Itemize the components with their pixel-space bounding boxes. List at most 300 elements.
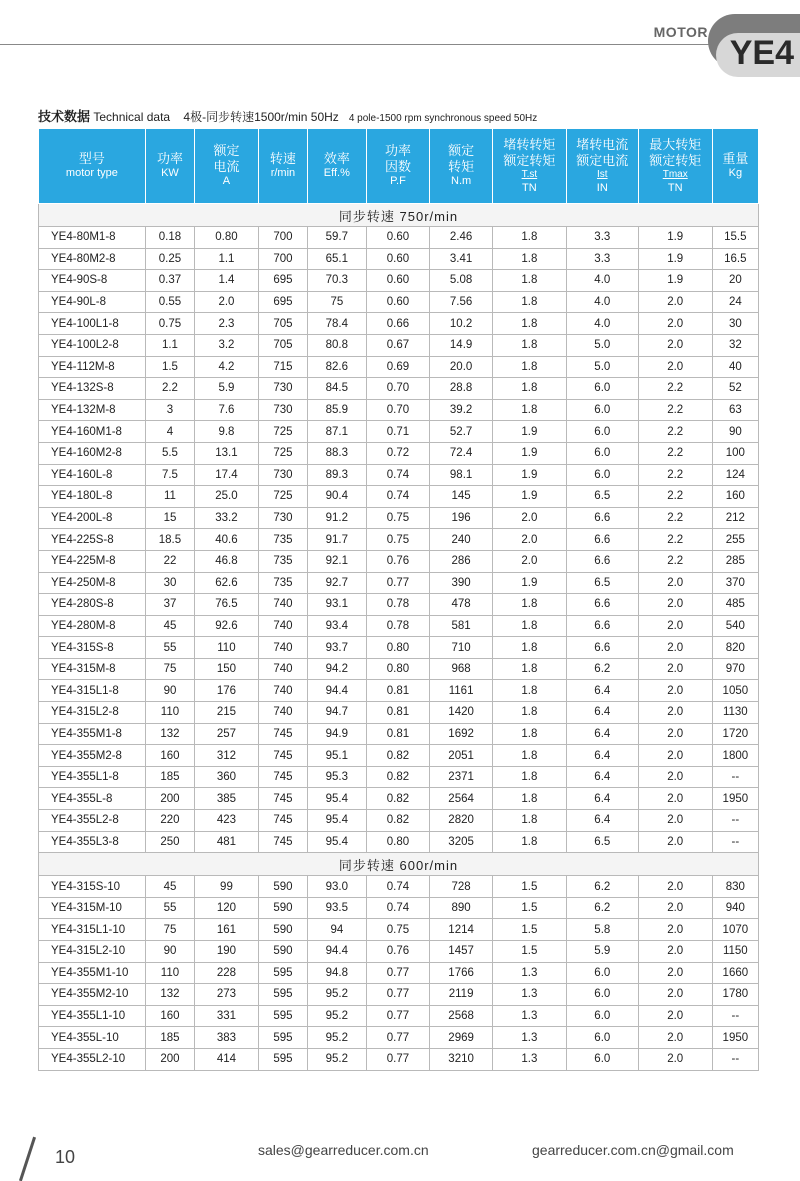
model-cell: YE4-90L-8 <box>39 291 146 313</box>
table-cell: 1.8 <box>492 810 566 832</box>
table-row <box>39 248 759 270</box>
table-cell: 0.77 <box>366 984 430 1006</box>
table-cell: 110 <box>145 702 194 724</box>
table-cell: 95.4 <box>308 831 367 853</box>
table-cell: 6.0 <box>566 1005 638 1027</box>
table-cell: 745 <box>258 788 307 810</box>
table-cell: 6.4 <box>566 745 638 767</box>
table-cell: 45 <box>145 615 194 637</box>
table-cell: 1.8 <box>492 658 566 680</box>
table-cell: 91.2 <box>308 507 367 529</box>
table-cell: 0.18 <box>145 227 194 249</box>
table-cell: 1766 <box>430 962 493 984</box>
table-row <box>39 291 759 313</box>
table-cell: 161 <box>195 919 259 941</box>
table-cell: 331 <box>195 1005 259 1027</box>
table-row <box>39 594 759 616</box>
table-cell: 6.0 <box>566 1048 638 1070</box>
table-cell: 6.2 <box>566 897 638 919</box>
model-cell: YE4-80M1-8 <box>39 227 146 249</box>
model-cell: YE4-200L-8 <box>39 507 146 529</box>
table-cell: 94 <box>308 919 367 941</box>
table-cell: 132 <box>145 723 194 745</box>
table-row <box>39 962 759 984</box>
table-cell: -- <box>712 1048 758 1070</box>
table-cell: 3 <box>145 399 194 421</box>
table-cell: 970 <box>712 658 758 680</box>
table-cell: 2.0 <box>638 594 712 616</box>
table-cell: 2820 <box>430 810 493 832</box>
col-header-locked-torque-ratio: 堵转转矩 额定转矩 T.st TN <box>492 129 566 204</box>
table-row <box>39 313 759 335</box>
table-cell: 2.2 <box>638 421 712 443</box>
table-cell: 2.0 <box>492 550 566 572</box>
table-cell: 1.8 <box>492 227 566 249</box>
table-cell: 383 <box>195 1027 259 1049</box>
table-cell: 730 <box>258 378 307 400</box>
table-cell: 2.0 <box>638 1027 712 1049</box>
model-cell: YE4-280M-8 <box>39 615 146 637</box>
table-cell: 212 <box>712 507 758 529</box>
table-cell: 2.0 <box>638 1048 712 1070</box>
table-cell: 70.3 <box>308 270 367 292</box>
table-cell: 0.75 <box>366 529 430 551</box>
table-cell: 3205 <box>430 831 493 853</box>
table-cell: 595 <box>258 962 307 984</box>
table-row <box>39 421 759 443</box>
table-cell: 2.0 <box>638 356 712 378</box>
table-cell: 160 <box>712 486 758 508</box>
table-cell: 91.7 <box>308 529 367 551</box>
table-cell: 6.0 <box>566 421 638 443</box>
table-row <box>39 529 759 551</box>
table-cell: 2.0 <box>638 615 712 637</box>
table-cell: 735 <box>258 572 307 594</box>
table-cell: 93.7 <box>308 637 367 659</box>
table-cell: 94.4 <box>308 941 367 963</box>
table-cell: 87.1 <box>308 421 367 443</box>
table-cell: 5.8 <box>566 919 638 941</box>
table-row <box>39 810 759 832</box>
table-cell: 2.0 <box>638 637 712 659</box>
table-cell: 7.5 <box>145 464 194 486</box>
table-cell: 0.82 <box>366 745 430 767</box>
table-cell: 200 <box>145 788 194 810</box>
model-cell: YE4-355L-8 <box>39 788 146 810</box>
table-row <box>39 919 759 941</box>
table-cell: 1.9 <box>638 227 712 249</box>
table-cell: 414 <box>195 1048 259 1070</box>
table-row <box>39 1027 759 1049</box>
table-cell: 1.8 <box>492 313 566 335</box>
table-row <box>39 788 759 810</box>
table-cell: 95.2 <box>308 984 367 1006</box>
table-cell: 0.78 <box>366 594 430 616</box>
table-cell: 215 <box>195 702 259 724</box>
table-cell: 0.76 <box>366 941 430 963</box>
table-cell: 4 <box>145 421 194 443</box>
table-cell: 700 <box>258 248 307 270</box>
table-cell: 3.3 <box>566 227 638 249</box>
table-row <box>39 572 759 594</box>
section-title: 同步转速 600r/min <box>39 853 759 876</box>
table-cell: 84.5 <box>308 378 367 400</box>
table-cell: 94.9 <box>308 723 367 745</box>
table-cell: 2.0 <box>638 941 712 963</box>
table-cell: 1.9 <box>638 248 712 270</box>
model-cell: YE4-315L2-8 <box>39 702 146 724</box>
table-cell: 1.9 <box>638 270 712 292</box>
table-cell: 6.4 <box>566 766 638 788</box>
table-cell: 2.0 <box>638 723 712 745</box>
table-cell: 4.0 <box>566 291 638 313</box>
table-row <box>39 615 759 637</box>
table-cell: 540 <box>712 615 758 637</box>
table-cell: -- <box>712 810 758 832</box>
table-cell: 6.0 <box>566 399 638 421</box>
table-cell: 6.0 <box>566 378 638 400</box>
table-row <box>39 270 759 292</box>
table-cell: 22 <box>145 550 194 572</box>
table-cell: 0.25 <box>145 248 194 270</box>
table-row <box>39 334 759 356</box>
table-cell: -- <box>712 831 758 853</box>
table-cell: 3.2 <box>195 334 259 356</box>
table-cell: 0.71 <box>366 421 430 443</box>
table-cell: 160 <box>145 1005 194 1027</box>
table-cell: 1457 <box>430 941 493 963</box>
table-cell: 2.0 <box>638 919 712 941</box>
table-cell: 85.9 <box>308 399 367 421</box>
table-cell: 1.8 <box>492 788 566 810</box>
table-cell: 710 <box>430 637 493 659</box>
table-cell: 15.5 <box>712 227 758 249</box>
table-cell: 160 <box>145 745 194 767</box>
table-cell: 62.6 <box>195 572 259 594</box>
table-cell: 40.6 <box>195 529 259 551</box>
model-cell: YE4-132M-8 <box>39 399 146 421</box>
table-cell: 46.8 <box>195 550 259 572</box>
table-cell: 730 <box>258 399 307 421</box>
model-cell: YE4-355L1-8 <box>39 766 146 788</box>
table-cell: 30 <box>145 572 194 594</box>
caption-en: Technical data <box>93 110 171 124</box>
model-cell: YE4-132S-8 <box>39 378 146 400</box>
table-cell: 6.6 <box>566 594 638 616</box>
table-cell: 72.4 <box>430 442 493 464</box>
table-cell: 6.6 <box>566 615 638 637</box>
table-cell: 55 <box>145 637 194 659</box>
table-cell: 0.74 <box>366 876 430 898</box>
table-cell: 2.2 <box>638 378 712 400</box>
table-row <box>39 680 759 702</box>
table-cell: 728 <box>430 876 493 898</box>
table-cell: 78.4 <box>308 313 367 335</box>
table-cell: 2.2 <box>638 550 712 572</box>
table-cell: 17.4 <box>195 464 259 486</box>
table-cell: 94.8 <box>308 962 367 984</box>
table-cell: 16.5 <box>712 248 758 270</box>
table-row <box>39 984 759 1006</box>
table-cell: 370 <box>712 572 758 594</box>
table-cell: 1.5 <box>492 876 566 898</box>
table-cell: 82.6 <box>308 356 367 378</box>
model-cell: YE4-100L1-8 <box>39 313 146 335</box>
table-cell: 99 <box>195 876 259 898</box>
table-cell: 485 <box>712 594 758 616</box>
table-cell: 1.8 <box>492 745 566 767</box>
table-cell: 2.2 <box>638 486 712 508</box>
col-header-locked-current-ratio: 堵转电流 额定电流 Ist IN <box>566 129 638 204</box>
table-cell: 0.81 <box>366 723 430 745</box>
table-cell: 1950 <box>712 788 758 810</box>
table-cell: 5.5 <box>145 442 194 464</box>
table-cell: 1.5 <box>492 897 566 919</box>
table-cell: 273 <box>195 984 259 1006</box>
table-cell: 1.8 <box>492 615 566 637</box>
table-cell: 2051 <box>430 745 493 767</box>
table-cell: 2.0 <box>638 291 712 313</box>
table-cell: 740 <box>258 594 307 616</box>
table-cell: 65.1 <box>308 248 367 270</box>
section-row <box>39 204 759 227</box>
table-cell: 390 <box>430 572 493 594</box>
table-cell: 24 <box>712 291 758 313</box>
table-cell: 1.8 <box>492 594 566 616</box>
table-cell: 28.8 <box>430 378 493 400</box>
table-cell: 725 <box>258 442 307 464</box>
table-cell: 18.5 <box>145 529 194 551</box>
col-header-max-torque-ratio: 最大转矩 额定转矩 Tmax TN <box>638 129 712 204</box>
table-cell: 2.0 <box>638 745 712 767</box>
table-cell: 2.2 <box>638 442 712 464</box>
table-cell: 1.8 <box>492 291 566 313</box>
table-cell: 93.1 <box>308 594 367 616</box>
model-cell: YE4-250M-8 <box>39 572 146 594</box>
table-cell: 0.75 <box>366 507 430 529</box>
table-cell: 63 <box>712 399 758 421</box>
table-row <box>39 745 759 767</box>
table-cell: 0.82 <box>366 810 430 832</box>
model-cell: YE4-355M2-10 <box>39 984 146 1006</box>
col-header-power-factor: 功率 因数 P.F <box>366 129 430 204</box>
table-cell: 745 <box>258 745 307 767</box>
table-cell: 10.2 <box>430 313 493 335</box>
table-cell: 100 <box>712 442 758 464</box>
table-cell: 11 <box>145 486 194 508</box>
table-cell: 40 <box>712 356 758 378</box>
table-cell: 6.0 <box>566 1027 638 1049</box>
table-cell: 735 <box>258 550 307 572</box>
table-cell: 0.74 <box>366 897 430 919</box>
model-cell: YE4-160M2-8 <box>39 442 146 464</box>
table-cell: 185 <box>145 1027 194 1049</box>
table-cell: 2.0 <box>638 962 712 984</box>
table-cell: 478 <box>430 594 493 616</box>
table-cell: 110 <box>195 637 259 659</box>
table-cell: 75 <box>308 291 367 313</box>
footer-email-sales: sales@gearreducer.com.cn <box>258 1142 429 1158</box>
table-cell: 590 <box>258 897 307 919</box>
table-cell: 55 <box>145 897 194 919</box>
model-cell: YE4-100L2-8 <box>39 334 146 356</box>
table-cell: 2.0 <box>492 507 566 529</box>
table-cell: 590 <box>258 941 307 963</box>
table-cell: 2.0 <box>638 984 712 1006</box>
table-cell: -- <box>712 766 758 788</box>
series-badge-text: YE4 <box>729 34 794 72</box>
table-cell: 1.3 <box>492 1005 566 1027</box>
table-cell: 5.9 <box>195 378 259 400</box>
col-header-weight: 重量 Kg <box>712 129 758 204</box>
table-cell: 2.46 <box>430 227 493 249</box>
table-cell: 5.08 <box>430 270 493 292</box>
table-cell: 257 <box>195 723 259 745</box>
col-header-speed: 转速 r/min <box>258 129 307 204</box>
table-cell: 0.55 <box>145 291 194 313</box>
table-cell: 695 <box>258 291 307 313</box>
section-title: 同步转速 750r/min <box>39 204 759 227</box>
table-cell: 90 <box>145 941 194 963</box>
footer-slash <box>19 1137 36 1181</box>
model-cell: YE4-180L-8 <box>39 486 146 508</box>
table-cell: 45 <box>145 876 194 898</box>
table-cell: 590 <box>258 876 307 898</box>
table-cell: 14.9 <box>430 334 493 356</box>
table-cell: 0.67 <box>366 334 430 356</box>
table-cell: 1.8 <box>492 378 566 400</box>
table-row <box>39 227 759 249</box>
section-row <box>39 853 759 876</box>
model-cell: YE4-355M2-8 <box>39 745 146 767</box>
table-cell: 94.4 <box>308 680 367 702</box>
table-cell: 39.2 <box>430 399 493 421</box>
table-row <box>39 876 759 898</box>
table-cell: 1.5 <box>492 919 566 941</box>
table-cell: 725 <box>258 421 307 443</box>
table-cell: 20.0 <box>430 356 493 378</box>
table-cell: 312 <box>195 745 259 767</box>
table-cell: 0.70 <box>366 399 430 421</box>
table-cell: 80.8 <box>308 334 367 356</box>
table-cell: 52.7 <box>430 421 493 443</box>
table-cell: 2.0 <box>492 529 566 551</box>
table-cell: 2568 <box>430 1005 493 1027</box>
table-cell: 176 <box>195 680 259 702</box>
table-cell: 93.4 <box>308 615 367 637</box>
table-cell: 745 <box>258 810 307 832</box>
table-cell: 95.2 <box>308 1048 367 1070</box>
table-cell: 95.2 <box>308 1027 367 1049</box>
table-cell: 92.7 <box>308 572 367 594</box>
table-cell: 1.3 <box>492 1027 566 1049</box>
table-cell: 1161 <box>430 680 493 702</box>
model-cell: YE4-225M-8 <box>39 550 146 572</box>
table-cell: 0.60 <box>366 291 430 313</box>
table-cell: 3210 <box>430 1048 493 1070</box>
table-cell: 6.4 <box>566 702 638 724</box>
table-cell: 6.4 <box>566 723 638 745</box>
table-cell: 1.8 <box>492 399 566 421</box>
table-row <box>39 486 759 508</box>
model-cell: YE4-355L-10 <box>39 1027 146 1049</box>
table-cell: 6.0 <box>566 442 638 464</box>
table-cell: 2.0 <box>638 831 712 853</box>
model-cell: YE4-355L3-8 <box>39 831 146 853</box>
caption-en-speed: 4 pole-1500 rpm synchronous speed 50Hz <box>348 113 538 124</box>
table-cell: 0.77 <box>366 962 430 984</box>
table-cell: 1.8 <box>492 270 566 292</box>
table-cell: 0.60 <box>366 270 430 292</box>
table-cell: 2.0 <box>638 680 712 702</box>
col-header-power: 功率 KW <box>145 129 194 204</box>
table-cell: 13.1 <box>195 442 259 464</box>
table-cell: 1.8 <box>492 766 566 788</box>
model-cell: YE4-160L-8 <box>39 464 146 486</box>
table-cell: 7.6 <box>195 399 259 421</box>
table-cell: 200 <box>145 1048 194 1070</box>
table-cell: 1.9 <box>492 421 566 443</box>
table-row <box>39 941 759 963</box>
table-cell: 1.8 <box>492 702 566 724</box>
table-cell: 9.8 <box>195 421 259 443</box>
table-row <box>39 356 759 378</box>
table-cell: 1.8 <box>492 356 566 378</box>
table-cell: 1070 <box>712 919 758 941</box>
table-cell: 715 <box>258 356 307 378</box>
table-cell: 2.0 <box>638 897 712 919</box>
table-cell: 423 <box>195 810 259 832</box>
model-cell: YE4-280S-8 <box>39 594 146 616</box>
table-cell: 1.8 <box>492 248 566 270</box>
page-number: 10 <box>55 1147 76 1167</box>
table-cell: 0.77 <box>366 1048 430 1070</box>
model-cell: YE4-80M2-8 <box>39 248 146 270</box>
table-cell: 1.3 <box>492 962 566 984</box>
table-cell: 1.1 <box>145 334 194 356</box>
table-cell: 6.5 <box>566 572 638 594</box>
table-cell: 2.2 <box>638 507 712 529</box>
model-cell: YE4-90S-8 <box>39 270 146 292</box>
model-cell: YE4-315S-8 <box>39 637 146 659</box>
col-header-torque: 额定 转矩 N.m <box>430 129 493 204</box>
table-cell: 0.77 <box>366 1027 430 1049</box>
table-cell: 820 <box>712 637 758 659</box>
table-cell: 890 <box>430 897 493 919</box>
table-cell: 595 <box>258 1005 307 1027</box>
table-cell: 2.2 <box>638 464 712 486</box>
model-cell: YE4-355L2-8 <box>39 810 146 832</box>
table-cell: 1800 <box>712 745 758 767</box>
table-cell: 0.82 <box>366 766 430 788</box>
table-cell: 0.77 <box>366 1005 430 1027</box>
table-cell: 0.75 <box>366 919 430 941</box>
table-cell: 110 <box>145 962 194 984</box>
table-cell: 93.5 <box>308 897 367 919</box>
model-cell: YE4-355M1-8 <box>39 723 146 745</box>
table-cell: 360 <box>195 766 259 788</box>
table-cell: 3.41 <box>430 248 493 270</box>
table-cell: 2.0 <box>638 572 712 594</box>
table-cell: 145 <box>430 486 493 508</box>
table-cell: 1.3 <box>492 1048 566 1070</box>
table-cell: 1.8 <box>492 680 566 702</box>
table-cell: 6.0 <box>566 464 638 486</box>
table-cell: 2.0 <box>638 313 712 335</box>
table-cell: 740 <box>258 658 307 680</box>
table-cell: 481 <box>195 831 259 853</box>
table-cell: 730 <box>258 464 307 486</box>
